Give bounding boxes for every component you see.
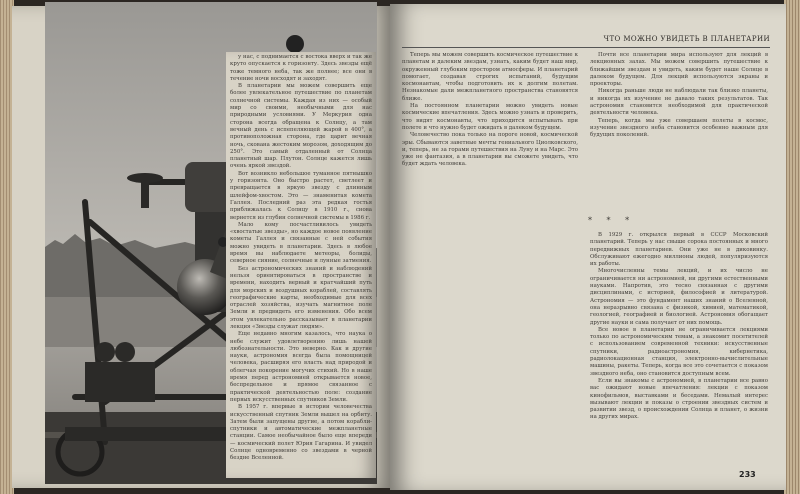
paragraph: Без астрономических знаний и наблюдений нельзя ориентироваться в пространстве и времени, находить верный и кратчайший путь для морских и воздушных кораблей, составлять географические карты, необходимые для всех отраслей хозяйства, изучать магнитное поле Земли и предвидеть его изменения. Обо всем этом увлекательно рассказывает в планетарии лекция «Звезды служат людям». — [230, 265, 372, 330]
paragraph: у нас, с поднимается с востока вверх и так же круто опускается к горизонту. Здесь звезды ещё тоже темного неба, так же полнее; все они в течение ночи восходят и заходят. — [230, 54, 372, 82]
paragraph: Если вы знакомы с астрономией, в планетарии все равно вас ожидают новые впечатления: лекции с показом кинофильмов, выставками и беседами. Немалый интерес вызывают лекции и показы о строении звездных систем и развитии звезд, о происхождении Солнца и планет, о жизни на других мирах. — [590, 377, 768, 421]
page-number: 233 — [739, 470, 756, 479]
paragraph: В планетарии мы можем совершить еще более увлекательное путешествие по планетам солнечной системы. Каждая из них — особый мир со своими, необычными для нас природными условиями. У Меркурия одна сторона всегда обращена к Солнцу, а там вечный день с испепеляющей жарой в 400°, а противоположная сторона, где царит вечная ночь, скована жестоким морозом, доходящим до 250°. Это самый отдаленный от Солнца планетный шар. Плутон. Солнце кажется лишь очень яркой звездой. — [230, 83, 372, 170]
running-title: ЧТО МОЖНО УВИДЕТЬ В ПЛАНЕТАРИИ — [603, 35, 770, 43]
right-lower-text — [590, 232, 768, 468]
paragraph: В 1929 г. открылся первый в СССР Московский планетарий. Теперь у нас свыше сорока постоянных и много передвижных планетариев. Они уже не в диковинку. Обслуживают ежегодно миллионы людей, популяризуются их работы. — [590, 232, 768, 268]
section-separator: * * * — [588, 216, 636, 225]
running-header — [402, 33, 770, 48]
right-column-left — [402, 52, 578, 212]
paragraph: Теперь, когда мы уже совершаем полеты в космос, изучение звездного неба становится особенно важным для будущих поколений. — [590, 117, 768, 139]
page-edges-right — [784, 0, 800, 494]
paragraph: Все новое в планетарии не ограничивается лекциями только по астрономическим темам, а знакомит посетителей с использованием современной техники: искусственные спутники, радиоастрономия, кибернетика, радиолокационная станция, электронно-вычислительные машины, ракеты. Теперь, когда все это сочетается с показом звездного неба, оно становится доступным всем. — [590, 326, 768, 377]
paragraph: Теперь мы можем совершить космическое путешествие к планетам и далеким звездам, узнать, каким будет наш мир, окруженный глубоким простором атмосферы. И планетарий помогает, создавая строгих испытаний, будущим космонавтам, чтобы подготовить их к долгим полетам. Незнакомые дали межпланетного пространства становятся ближе. — [402, 52, 578, 102]
paragraph: Человечество пока только на пороге новой, космической эры. Сбываются заветные мечты гениального Циолковского, и, теперь, не за горами путешествия на Луну и на Марс. Это уже не фантазия, а в планетарии вы сможете увидеть, что будет ждать человека. — [402, 132, 578, 168]
left-main-text — [226, 52, 376, 478]
paragraph: Мало кому посчастливилось увидеть «хвостатые звезды», но каждое новое появление кометы Галлея и связанные с ней события можно увидеть в планетарии. Здесь в любое время вы наблюдаете метеоры, болиды, северное сияние, солнечные и лунные затмения. — [230, 221, 372, 265]
paragraph: В 1957 г. впервые в истории человечества искусственный спутник Земли вышел на орбиту. Затем были запущены другие, а потом корабли-спутники и автоматические межпланетные станции. Самое необычайное было еще впереди — космический полет Юрия Гагарина. И увидел Солнце одновременно со звездами в черной бездне Вселенной. — [230, 404, 372, 462]
paragraph: Почти все планетарии мира используют для лекций в лекционных залах. Мы можем совершить путешествие к ближайшим звездам и увидеть, каким будет наше Солнце в далеком будущем. Для лекций используются экраны и проекторы. — [590, 52, 768, 88]
paragraph: Вот возникло небольшое туманное пятнышко у горизонта. Оно быстро растет, светлеет и превращается в яркую звезду с длинным шлейфом-хвостом. Это — знаменитая комета Галлея. Последний раз эта редкая гостья приближалась к Солнцу в 1910 г., снова вернется из глубин солнечной системы в 1986 г. — [230, 170, 372, 221]
paragraph: Еще недавно многим казалось, что наука о небе служит удовлетворению лишь нашей любознательности. Это неверно. Как и другие науки, астрономия всегда была помощницей человека, расширяя его власть над природой и облегчая покорение могучих стихий. Но в наше время перед астрономией открывается новое, беспредельное и прямое связанное с практической деятельностью поле: создание первых искусственных спутников Земли. — [230, 331, 372, 403]
paragraph: На постоянном планетарии можно увидеть новые космические впечатления. Здесь можно узнать и проверить, что видят космонавты, что приходится испытывать при полете и что нужно будет ожидать в далеком будущем. — [402, 103, 578, 131]
right-column-right — [590, 52, 768, 212]
paragraph: Никогда раньше люди не наблюдали так близко планеты, и никогда их изучение не давало таких результатов. Так астрономия становится необходимой для практической деятельности человека. — [590, 88, 768, 117]
paragraph: Многочисленны темы лекций, и их число не ограничивается ни астрономией, ни другими естественными науками. Напротив, это тесно связанная с другими дисциплинами, с историей, философией и литературой. Астрономия — это фундамент наших знаний о Вселенной, она неразрывно связана с физикой, химией, математикой, геологией, географией и биологией. Астрономия обогащает другие науки и сама получает от них помощь. — [590, 268, 768, 326]
